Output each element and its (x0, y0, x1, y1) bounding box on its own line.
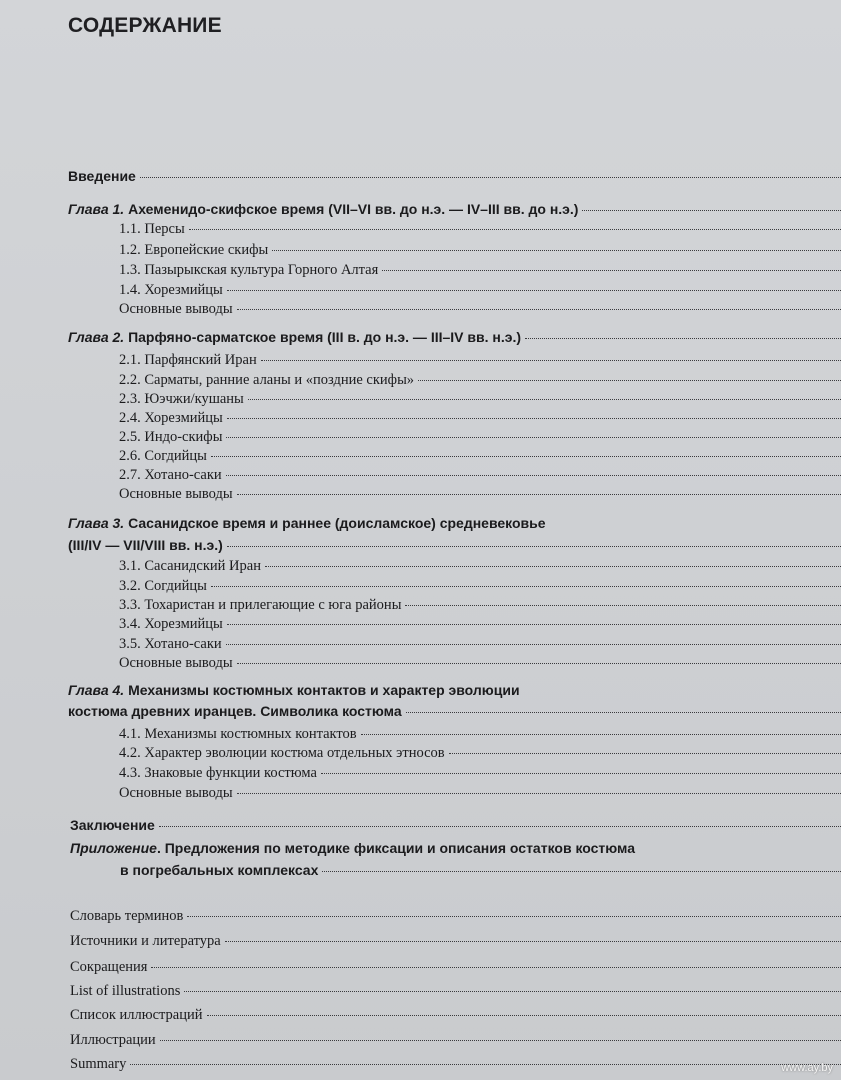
toc-chapter-4-line-1[interactable] (68, 682, 520, 698)
dot-leader (237, 793, 841, 794)
chapter-title: Механизмы костюмных контактов и характер эволюции (128, 682, 520, 698)
chapter-title-cont: (III/IV — VII/VIII вв. н.э.) (68, 537, 223, 553)
chapter-label: Глава 1. (68, 201, 125, 217)
toc-section[interactable] (119, 221, 841, 238)
toc-section[interactable] (119, 486, 841, 503)
chapter-title: Ахеменидо-скифское время (VII–VI вв. до н.э. — IV–III вв. до н.э.) (128, 201, 579, 217)
dot-leader (405, 605, 841, 606)
toc-chapter-4[interactable] (68, 703, 841, 719)
chapter-title: Парфяно-сарматское время (III в. до н.э. — III–IV вв. н.э.) (128, 329, 522, 345)
dot-leader (226, 644, 841, 645)
toc-section[interactable] (119, 410, 841, 427)
toc-section[interactable] (119, 429, 841, 446)
section-label: 2.5. Индо-скифы (119, 429, 223, 445)
dot-leader (227, 546, 841, 547)
toc-section[interactable] (119, 726, 841, 743)
toc-entry-conclusion[interactable] (70, 817, 841, 833)
toc-backmatter[interactable] (70, 1032, 841, 1049)
section-label: 2.6. Согдийцы (119, 448, 207, 464)
dot-leader (237, 663, 841, 664)
dot-leader (184, 991, 841, 992)
backmatter-label: Summary (70, 1056, 127, 1072)
chapter-label: Глава 3. (68, 515, 125, 531)
toc-backmatter[interactable] (70, 959, 841, 976)
dot-leader (418, 380, 841, 381)
toc-section[interactable] (119, 578, 841, 595)
page-title: СОДЕРЖАНИЕ (68, 14, 222, 37)
dot-leader (226, 475, 841, 476)
dot-leader (207, 1015, 841, 1016)
backmatter-label: List of illustrations (70, 983, 181, 999)
section-label: 1.3. Пазырыкская культура Горного Алтая (119, 262, 379, 278)
dot-leader (140, 177, 841, 178)
dot-leader (160, 1040, 841, 1041)
toc-backmatter[interactable] (70, 1007, 841, 1024)
backmatter-label: Источники и литература (70, 933, 221, 949)
dot-leader (237, 309, 841, 310)
toc-section[interactable] (119, 352, 841, 369)
appendix-title: . Предложения по методике фиксации и описания остатков костюма (156, 840, 636, 856)
toc-backmatter[interactable] (70, 908, 841, 925)
chapter-label: Глава 2. (68, 329, 125, 345)
toc-appendix-line-1[interactable] (70, 840, 635, 856)
toc-section[interactable] (119, 372, 841, 389)
dot-leader (248, 399, 841, 400)
section-label: Основные выводы (119, 785, 233, 801)
dot-leader (382, 270, 841, 271)
section-label: 2.3. Юэчжи/кушаны (119, 391, 244, 407)
section-label: Основные выводы (119, 655, 233, 671)
toc-chapter-2[interactable] (68, 329, 841, 345)
dot-leader (189, 229, 841, 230)
appendix-title-cont: в погребальных комплексах (120, 862, 319, 878)
section-label: 4.2. Характер эволюции костюма отдельных этносов (119, 745, 445, 761)
toc-section[interactable] (119, 745, 841, 762)
section-label: Основные выводы (119, 301, 233, 317)
dot-leader (226, 437, 841, 438)
section-label: 4.1. Механизмы костюмных контактов (119, 726, 357, 742)
backmatter-label: Иллюстрации (70, 1032, 156, 1048)
dot-leader (211, 586, 841, 587)
dot-leader (151, 967, 841, 968)
section-label: Основные выводы (119, 486, 233, 502)
dot-leader (211, 456, 841, 457)
dot-leader (187, 916, 841, 917)
dot-leader (261, 360, 841, 361)
backmatter-label: Список иллюстраций (70, 1007, 203, 1023)
toc-section[interactable] (119, 282, 841, 299)
toc-entry-label: Заключение (70, 817, 155, 833)
watermark: www.ay.by (781, 1062, 833, 1074)
section-label: 3.4. Хорезмийцы (119, 616, 223, 632)
dot-leader (582, 210, 841, 211)
dot-leader (237, 494, 841, 495)
section-label: 1.4. Хорезмийцы (119, 282, 223, 298)
chapter-title: Сасанидское время и раннее (доисламское) средневековье (128, 515, 546, 531)
toc-section[interactable] (119, 558, 841, 575)
toc-section[interactable] (119, 616, 841, 633)
chapter-title-cont: костюма древних иранцев. Символика костюма (68, 703, 402, 719)
section-label: 4.3. Знаковые функции костюма (119, 765, 317, 781)
dot-leader (227, 290, 841, 291)
backmatter-label: Словарь терминов (70, 908, 184, 924)
section-label: 3.1. Сасанидский Иран (119, 558, 261, 574)
appendix-label: Приложение (70, 840, 157, 856)
toc-backmatter[interactable] (70, 983, 841, 1000)
section-label: 1.1. Персы (119, 221, 185, 237)
toc-section[interactable] (119, 448, 841, 465)
toc-section[interactable] (119, 655, 841, 672)
dot-leader (130, 1064, 841, 1065)
dot-leader (322, 871, 841, 872)
dot-leader (361, 734, 841, 735)
dot-leader (525, 338, 841, 339)
section-label: 2.7. Хотано-саки (119, 467, 222, 483)
toc-section[interactable] (119, 301, 841, 318)
dot-leader (272, 250, 841, 251)
section-label: 2.4. Хорезмийцы (119, 410, 223, 426)
toc-section[interactable] (119, 467, 841, 484)
dot-leader (159, 826, 841, 827)
toc-entry-intro[interactable] (68, 168, 841, 184)
toc-entry-label: Введение (68, 168, 136, 184)
section-label: 3.3. Тохаристан и прилегающие с юга районы (119, 597, 402, 613)
toc-chapter-1[interactable] (68, 201, 841, 217)
section-label: 2.2. Сарматы, ранние аланы и «поздние скифы» (119, 372, 415, 388)
dot-leader (449, 753, 841, 754)
toc-section[interactable] (119, 785, 841, 802)
toc-section[interactable] (119, 391, 841, 408)
chapter-label: Глава 4. (68, 682, 125, 698)
section-label: 2.1. Парфянский Иран (119, 352, 257, 368)
dot-leader (406, 712, 841, 713)
dot-leader (265, 566, 841, 567)
toc-section[interactable] (119, 765, 841, 782)
toc-section[interactable] (119, 242, 841, 259)
section-label: 3.5. Хотано-саки (119, 636, 222, 652)
backmatter-label: Сокращения (70, 959, 148, 975)
dot-leader (225, 941, 841, 942)
toc-chapter-3[interactable] (68, 537, 841, 553)
section-label: 1.2. Европейские скифы (119, 242, 269, 258)
toc-backmatter[interactable] (70, 1056, 841, 1073)
dot-leader (227, 624, 841, 625)
section-label: 3.2. Согдийцы (119, 578, 207, 594)
toc-section[interactable] (119, 262, 841, 279)
toc-chapter-3-line-1[interactable] (68, 515, 546, 531)
toc-section[interactable] (119, 636, 841, 653)
dot-leader (321, 773, 841, 774)
toc-section[interactable] (119, 597, 841, 614)
dot-leader (227, 418, 841, 419)
toc-backmatter[interactable] (70, 933, 841, 950)
toc-appendix[interactable] (120, 862, 841, 878)
